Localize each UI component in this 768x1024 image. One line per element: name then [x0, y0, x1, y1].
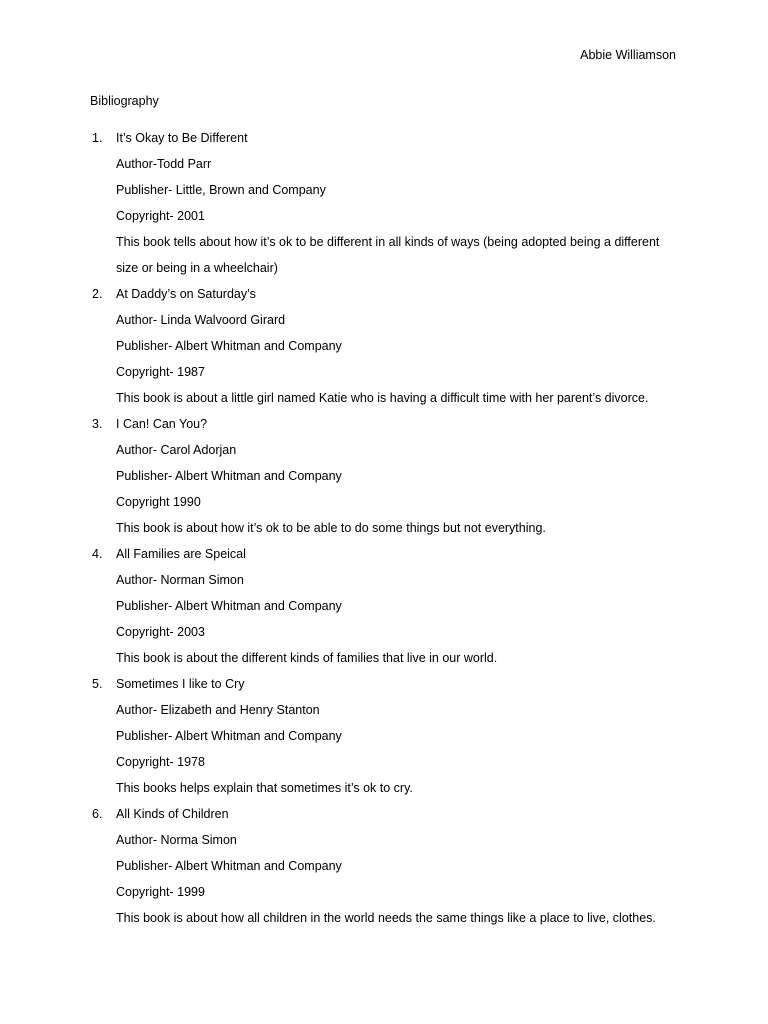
entry-author: Author- Norma Simon	[116, 833, 237, 847]
entry-description: This book is about how it’s ok to be able to do some things but not everything.	[116, 521, 546, 535]
bibliography-list	[0, 128, 768, 934]
bibliography-entry	[0, 804, 768, 931]
entry-copyright: Copyright- 1999	[116, 885, 205, 899]
entry-author: Author- Linda Walvoord Girard	[116, 313, 286, 327]
entry-publisher: Publisher- Albert Whitman and Company	[116, 469, 342, 483]
entry-publisher: Publisher- Albert Whitman and Company	[116, 339, 342, 353]
entry-description: This book is about a little girl named Katie who is having a difficult time with her parent’s divorce.	[116, 391, 649, 405]
entry-publisher: Publisher- Albert Whitman and Company	[116, 599, 342, 613]
entry-number: 1.	[92, 131, 103, 145]
entry-author: Author- Elizabeth and Henry Stanton	[116, 703, 320, 717]
entry-title: It’s Okay to Be Different	[116, 131, 248, 145]
entry-description: This book is about the different kinds of families that live in our world.	[116, 651, 498, 665]
entry-publisher: Publisher- Little, Brown and Company	[116, 183, 326, 197]
entry-publisher: Publisher- Albert Whitman and Company	[116, 729, 342, 743]
entry-title: At Daddy’s on Saturday’s	[116, 287, 256, 301]
entry-number: 6.	[92, 807, 103, 821]
entry-copyright: Copyright- 1987	[116, 365, 205, 379]
entry-number: 2.	[92, 287, 103, 301]
entry-copyright: Copyright- 2001	[116, 209, 205, 223]
bibliography-entry	[0, 128, 768, 281]
entry-author: Author- Norman Simon	[116, 573, 244, 587]
entry-copyright: Copyright 1990	[116, 495, 201, 509]
entry-description: This book tells about how it’s ok to be different in all kinds of ways (being adopted being a different size or being in a wheelchair)	[116, 235, 660, 275]
entry-copyright: Copyright- 2003	[116, 625, 205, 639]
entry-number: 3.	[92, 417, 103, 431]
bibliography-entry	[0, 544, 768, 671]
document-author-name: Abbie Williamson	[580, 48, 676, 62]
bibliography-entry	[0, 674, 768, 801]
entry-title: Sometimes I like to Cry	[116, 677, 245, 691]
entry-description: This book is about how all children in the world needs the same things like a place to live, clothes.	[116, 911, 656, 925]
bibliography-entry	[0, 414, 768, 541]
bibliography-heading: Bibliography	[90, 94, 159, 108]
entry-copyright: Copyright- 1978	[116, 755, 205, 769]
bibliography-entry	[0, 284, 768, 411]
entry-number: 5.	[92, 677, 103, 691]
entry-number: 4.	[92, 547, 103, 561]
entry-publisher: Publisher- Albert Whitman and Company	[116, 859, 342, 873]
entry-author: Author-Todd Parr	[116, 157, 212, 171]
entry-title: All Kinds of Children	[116, 807, 229, 821]
entry-title: I Can! Can You?	[116, 417, 208, 431]
entry-author: Author- Carol Adorjan	[116, 443, 237, 457]
entry-title: All Families are Speical	[116, 547, 246, 561]
entry-description: This books helps explain that sometimes it’s ok to cry.	[116, 781, 413, 795]
